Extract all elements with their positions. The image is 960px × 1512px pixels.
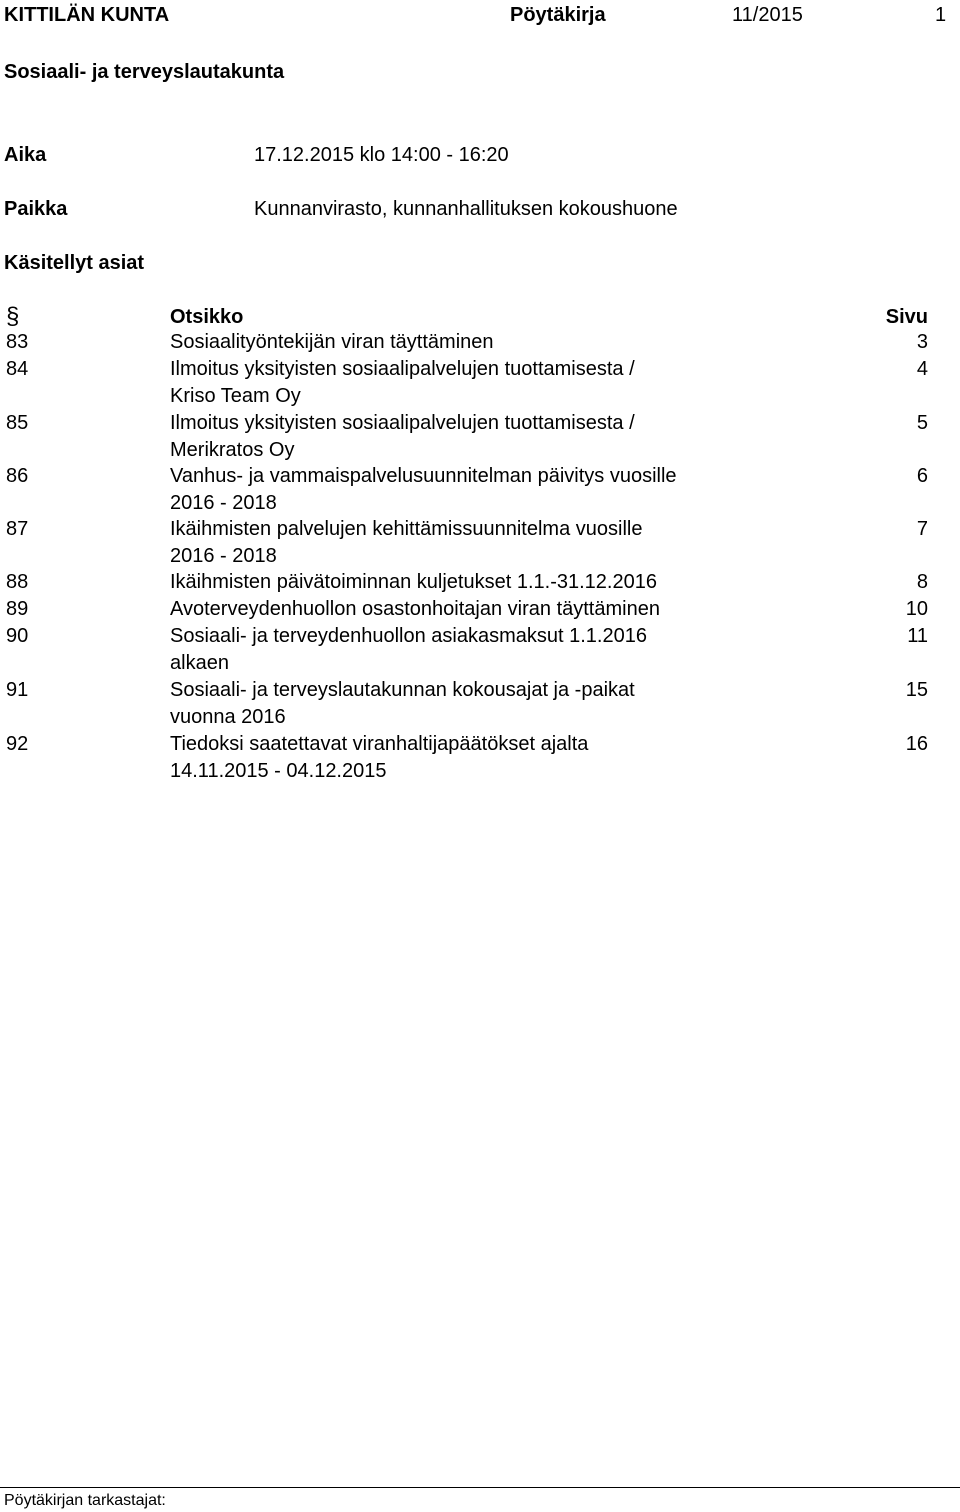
item-page: 6 (916, 465, 928, 487)
time-value: 17.12.2015 klo 14:00 - 16:20 (254, 144, 509, 166)
document-number: 11/2015 (732, 4, 803, 26)
item-title: Ilmoitus yksityisten sosiaalipalvelujen tuottamisesta / Merikratos Oy (170, 412, 635, 461)
time-label: Aika (4, 144, 47, 166)
item-title: Ikäihmisten palvelujen kehittämissuunnitelma vuosille 2016 - 2018 (170, 518, 643, 567)
item-number: 90 (6, 625, 29, 647)
item-number: 89 (6, 598, 29, 620)
committee-name: Sosiaali- ja terveyslautakunta (4, 61, 285, 83)
document-type: Pöytäkirja (510, 4, 606, 26)
section-sign-icon: § (6, 303, 20, 330)
item-page: 3 (916, 331, 928, 353)
place-value: Kunnanvirasto, kunnanhallituksen kokoushuone (254, 198, 678, 220)
item-title: Vanhus- ja vammaispalvelusuunnitelman päivitys vuosille 2016 - 2018 (170, 465, 677, 514)
agenda-heading: Käsitellyt asiat (4, 252, 145, 274)
municipality-name: KITTILÄN KUNTA (4, 4, 170, 26)
item-title: Sosiaali- ja terveyslautakunnan kokousajat ja -paikat vuonna 2016 (170, 679, 635, 728)
page-number: 1 (935, 4, 947, 26)
item-title: Avoterveydenhuollon osastonhoitajan viran täyttäminen (170, 598, 660, 620)
item-number: 84 (6, 358, 29, 380)
item-number: 88 (6, 571, 29, 593)
item-title: Ilmoitus yksityisten sosiaalipalvelujen tuottamisesta / Kriso Team Oy (170, 358, 635, 407)
item-number: 83 (6, 331, 29, 353)
item-page: 4 (916, 358, 928, 380)
item-title: Sosiaalityöntekijän viran täyttäminen (170, 331, 494, 353)
item-title: Tiedoksi saatettavat viranhaltijapäätökset ajalta 14.11.2015 - 04.12.2015 (170, 733, 589, 782)
item-number: 85 (6, 412, 29, 434)
item-number: 86 (6, 465, 29, 487)
item-page: 15 (905, 679, 928, 701)
place-label: Paikka (4, 198, 68, 220)
item-page: 10 (905, 598, 928, 620)
column-header-title: Otsikko (170, 306, 244, 328)
item-page: 5 (916, 412, 928, 434)
item-number: 92 (6, 733, 29, 755)
item-page: 16 (905, 733, 928, 755)
item-page: 7 (916, 518, 928, 540)
item-number: 87 (6, 518, 29, 540)
item-title: Sosiaali- ja terveydenhuollon asiakasmaksut 1.1.2016 alkaen (170, 625, 647, 674)
item-page: 8 (916, 571, 928, 593)
reviewers-label: Pöytäkirjan tarkastajat: (4, 1492, 166, 1509)
item-number: 91 (6, 679, 29, 701)
item-title: Ikäihmisten päivätoiminnan kuljetukset 1.1.-31.12.2016 (170, 571, 657, 593)
footer-divider (0, 1487, 960, 1488)
item-page: 11 (907, 625, 928, 647)
column-header-page: Sivu (885, 306, 928, 328)
